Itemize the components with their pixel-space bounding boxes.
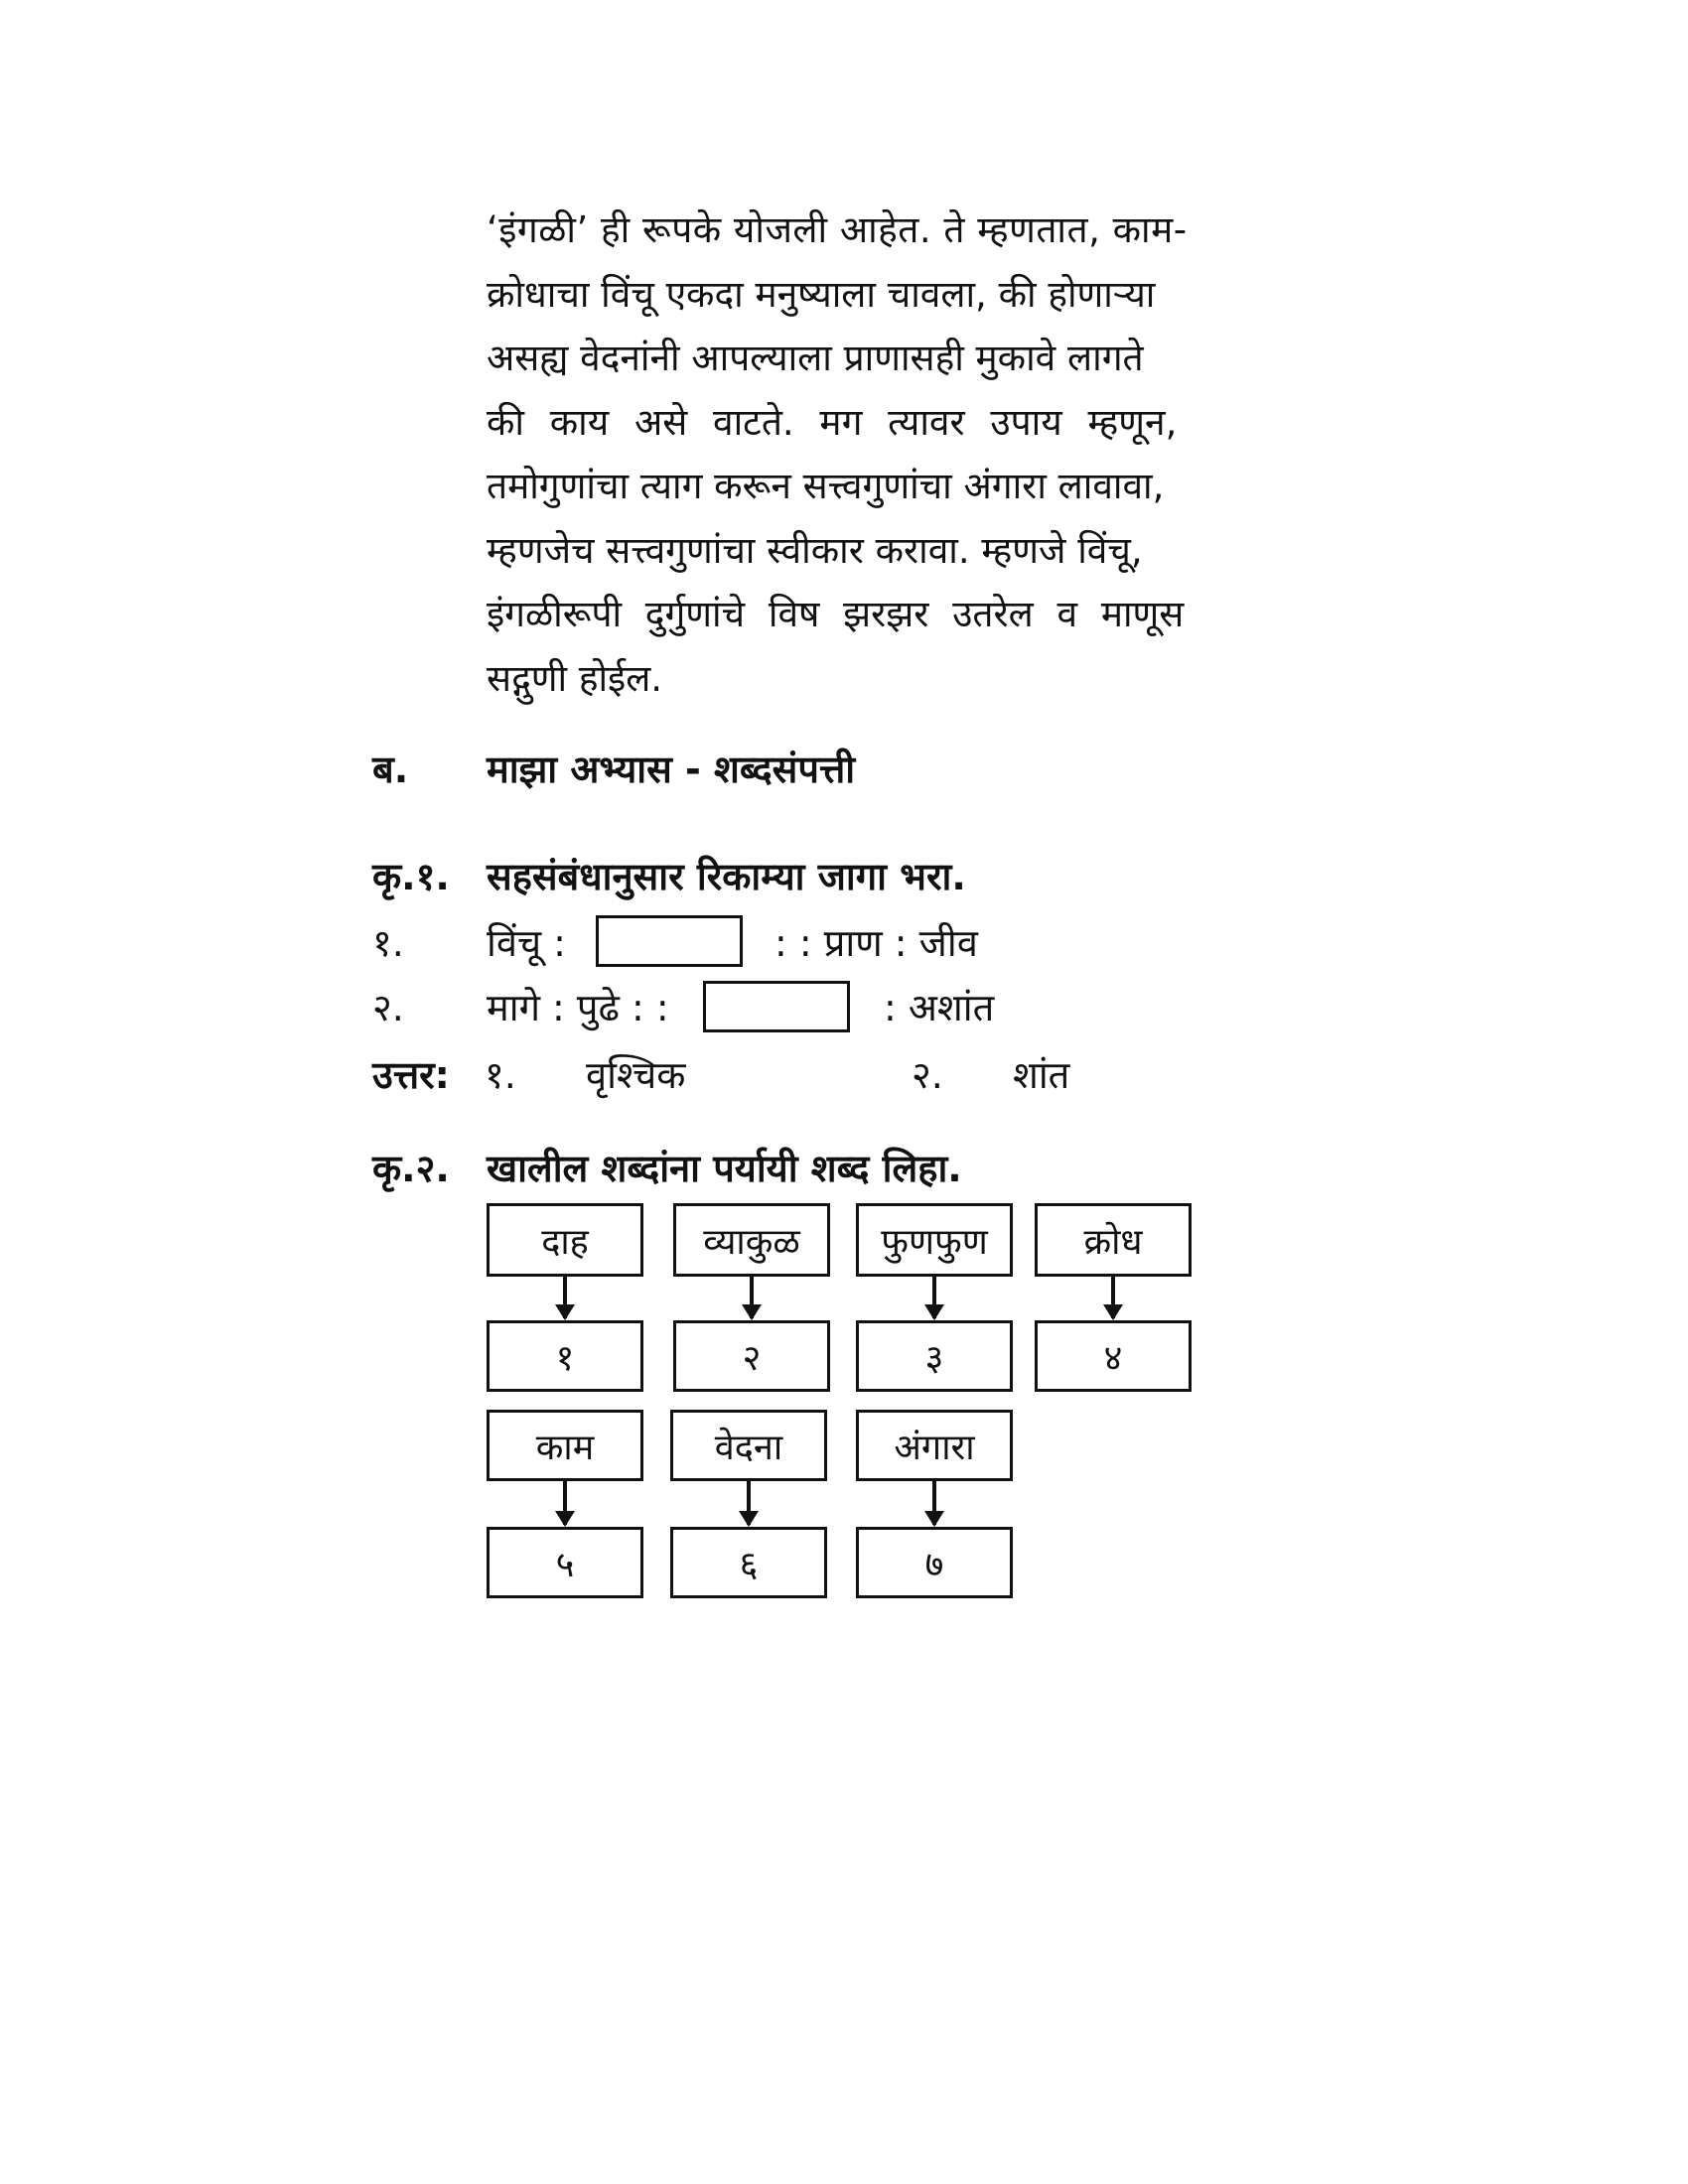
answer-label: उत्तर: <box>372 1053 450 1097</box>
section-title: माझा अभ्यास - शब्दसंपत्ती <box>487 748 856 791</box>
word-box: दाह <box>487 1203 643 1277</box>
q1-item-right: : : प्राण : जीव <box>774 921 978 965</box>
answer-slot-box: १ <box>487 1320 643 1392</box>
paragraph-line: सद्गुणी होईल. <box>487 656 663 700</box>
down-arrow-icon <box>750 1277 754 1318</box>
word-box: क्रोध <box>1035 1203 1192 1277</box>
q2-instruction: खालील शब्दांना पर्यायी शब्द लिहा. <box>487 1147 962 1190</box>
down-arrow-icon <box>563 1481 567 1525</box>
paragraph-line: असह्य वेदनांनी आपल्याला प्राणासही मुकावे लागते <box>487 337 1144 379</box>
answer-slot-box: ७ <box>856 1527 1013 1598</box>
section-marker: ब. <box>372 748 409 791</box>
q2-number: कृ.२. <box>372 1147 450 1190</box>
down-arrow-icon <box>563 1277 567 1318</box>
word-box: काम <box>487 1410 643 1481</box>
answer-slot-box: २ <box>673 1320 830 1392</box>
q1-item-left: विंचू : <box>487 921 566 965</box>
answer-slot-box: ६ <box>670 1527 827 1598</box>
answer-text: वृश्चिक <box>586 1053 686 1097</box>
paragraph-line: की काय असे वाटते. मग त्यावर उपाय म्हणून, <box>487 400 1178 444</box>
word-box: व्याकुळ <box>673 1203 830 1277</box>
word-box: फुणफुण <box>856 1203 1013 1277</box>
down-arrow-icon <box>932 1277 936 1318</box>
continued-paragraph <box>487 199 1261 711</box>
paragraph-line: तमोगुणांचा त्याग करून सत्त्वगुणांचा अंगारा लावावा, <box>487 465 1165 507</box>
q1-blank-box <box>703 981 850 1032</box>
down-arrow-icon <box>932 1481 936 1525</box>
answer-slot-box: ३ <box>856 1320 1013 1392</box>
word-box: अंगारा <box>856 1410 1013 1481</box>
down-arrow-icon <box>1111 1277 1115 1318</box>
q1-item-left: मागे : पुढे : : <box>487 986 669 1029</box>
q1-blank-box <box>596 915 743 967</box>
paragraph-line: ‘इंगळी’ ही रूपके योजली आहेत. ते म्हणतात, काम- <box>487 208 1188 251</box>
paragraph-line: क्रोधाचा विंचू एकदा मनुष्याला चावला, की होणाऱ्या <box>487 272 1156 316</box>
q1-item-number: २. <box>372 986 404 1029</box>
paragraph-line: म्हणजेच सत्त्वगुणांचा स्वीकार करावा. म्हणजे विंचू, <box>487 528 1143 572</box>
answer-number: १. <box>485 1053 516 1097</box>
q1-item-number: १. <box>372 921 404 965</box>
answer-slot-box: ५ <box>487 1527 643 1598</box>
q1-number: कृ.१. <box>372 855 450 898</box>
paragraph-line: इंगळीरूपी दुर्गुणांचे विष झरझर उतरेल व माणूस <box>487 593 1185 635</box>
q1-item-right: : अशांत <box>884 986 995 1029</box>
q1-instruction: सहसंबंधानुसार रिकाम्या जागा भरा. <box>487 855 966 898</box>
answer-text: शांत <box>1013 1053 1070 1097</box>
answer-number: २. <box>912 1053 943 1097</box>
answer-slot-box: ४ <box>1035 1320 1192 1392</box>
down-arrow-icon <box>747 1481 751 1525</box>
word-box: वेदना <box>670 1410 827 1481</box>
